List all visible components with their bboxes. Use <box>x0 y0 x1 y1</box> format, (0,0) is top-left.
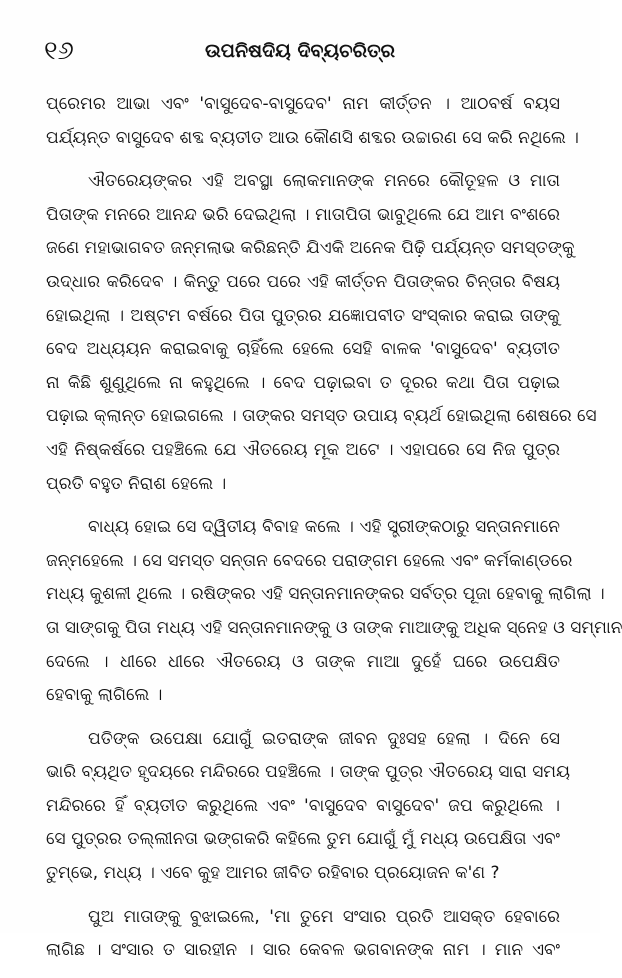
text-line: ପ୍ରେମର ଆଭା ଏବଂ 'ବାସୁଦେବ-ବାସୁଦେବ' ନାମ କୀର୍ତ୍ତନ । ଆଠବର୍ଷ ବୟସ <box>46 94 560 114</box>
paragraph <box>46 723 571 891</box>
text-line: ହେବାକୁ ଲାଗିଲେ । <box>46 685 163 706</box>
text-line: ମଧ୍ୟ କୁଶଳୀ ଥିଲେ । ରଷିଙ୍କର ଏହି ସନ୍ତାନମାନଙ୍କର ସର୍ବତ୍ର ପୂଜା ହେବାକୁ ଲାଗିଲା । <box>46 584 605 605</box>
text-line: ସେ ପୁତ୍ରର ତଲ୍ଲୀନତା ଭଙ୍ଗକରି କହିଲେ ତୁମ ଯୋଗୁଁ ମୁଁ ମଧ୍ୟ ଉପେକ୍ଷିତା ଏବଂ <box>46 829 560 850</box>
text-line: ଲାଗିଛ । ସଂସାର ତ ସାରହୀନ । ସାର କେବଳ ଭଗବାନଙ୍କ ନାମ । ମାନ ଏବଂ <box>46 940 560 961</box>
text-line: ଜନ୍ମହେଲେ । ସେ ସମସ୍ତ ସନ୍ତାନ ବେଦରେ ପରାଙ୍ଗମ ହେଲେ ଏବଂ କର୍ମକାଣ୍ଡରେ <box>46 550 573 571</box>
text-line: ବାଧ୍ୟ ହୋଇ ସେ ଦ୍ୱିତୀୟ ବିବାହ କଲେ । ଏହି ସ୍ତ୍ରୀଙ୍କଠାରୁ ସନ୍ତାନମାନେ <box>88 517 560 538</box>
text-line: ଉଦ୍ଧାର କରିଦେବ । କିନ୍ତୁ ପରେ ପରେ ଏହି କୀର୍ତ୍ତନ ପିତାଙ୍କର ଚିନ୍ତାର ବିଷୟ <box>46 271 560 292</box>
paragraph <box>46 88 579 155</box>
running-title: ଉପନିଷଦିୟ ଦିବ୍ୟଚରିତ୍ର <box>204 40 396 62</box>
text-line: ତା ସାଙ୍ଗକୁ ପିତା ମଧ୍ୟ ଏହି ସନ୍ତାନମାନଙ୍କୁ ଓ ତାଙ୍କ ମାଆଙ୍କୁ ଅଧିକ ସ୍ନେହ ଓ ସମ୍ମାନ <box>46 617 622 638</box>
text-line: ପୁଅ ମାତାଙ୍କୁ ବୁଝାଇଲେ, 'ମା ତୁମେ ସଂସାର ପ୍ରତି ଆସକ୍ତ ହେବାରେ <box>88 906 560 927</box>
paragraph <box>46 165 597 501</box>
text-line: ମନ୍ଦିରରେ ହିଁ ବ୍ୟତୀତ କରୁଥିଲେ ଏବଂ 'ବାସୁଦେବ ବାସୁଦେବ' ଜପ କରୁଥିଲେ । <box>46 795 560 816</box>
paragraph <box>46 511 622 713</box>
text-line: ତୁମ୍ଭେ, ମଧ୍ୟ । ଏବେ କୁହ ଆମର ଜୀବିତ ରହିବାର ପ୍ରୟୋଜନ କ'ଣ ? <box>46 863 500 884</box>
text-line: ପର୍ଯ୍ୟନ୍ତ ବାସୁଦେବ ଶବ୍ଦ ବ୍ୟତୀତ ଆଉ କୌଣସି ଶବ୍ଦର ଉଚ୍ଚାରଣ ସେ କରି ନଥିଲେ । <box>46 127 579 148</box>
text-line: ବେଦ ଅଧ୍ୟୟନ କରାଇବାକୁ ଚାହିଁଲେ ହେଲେ ସେହି ବାଳକ 'ବାସୁଦେବ' ବ୍ୟତୀତ <box>46 339 560 360</box>
paragraph <box>46 901 560 968</box>
text-line: ପତିଙ୍କ ଉପେକ୍ଷା ଯୋଗୁଁ ଇତରାଙ୍କ ଜୀବନ ଦୁଃସହ ହେଲା । ଦିନେ ସେ <box>88 728 560 749</box>
text-line: ଜଣେ ମହାଭାଗବତ ଜନ୍ମଲାଭ କରିଛନ୍ତି ଯିଏକି ଅନେକ ପିଢ଼ି ପର୍ଯ୍ୟନ୍ତ ସମସ୍ତଙ୍କୁ <box>46 238 575 259</box>
text-line: ଐତରେୟଙ୍କର ଏହି ଅବସ୍ଥା ଲୋକମାନଙ୍କ ମନରେ କୌତୂହଳ ଓ ମାତା <box>88 171 560 192</box>
text-line: ନା କିଛି ଶୁଣୁଥିଲେ ନା କହୁଥିଲେ । ବେଦ ପଢ଼ାଇବା ତ ଦୂରର କଥା ପିତା ପଢ଼ାଇ <box>46 372 560 393</box>
page-header <box>44 34 556 68</box>
text-line: ହୋଇଥିଲା । ଅଷ୍ଟମ ବର୍ଷରେ ପିତା ପୁତ୍ରର ଯଜ୍ଞୋପବୀତ ସଂସ୍କାର କରାଇ ତାଙ୍କୁ <box>46 305 560 326</box>
body-text <box>46 88 622 978</box>
page-number: ୧୬ <box>44 36 74 66</box>
text-line: ଭାରି ବ୍ୟଥିତ ହୃଦୟରେ ମନ୍ଦିରରେ ପହଞ୍ଚିଲେ । ତାଙ୍କ ପୁତ୍ର ଐତରେୟ ସାରା ସମୟ <box>46 762 571 783</box>
text-line: ଦେଲେ । ଧୀରେ ଧୀରେ ଐତରେୟ ଓ ତାଙ୍କ ମାଆ ଦୁହେଁ ଘରେ ଉପେକ୍ଷିତ <box>46 651 560 672</box>
text-line: ପ୍ରତି ବହୁତ ନିରାଶ ହେଲେ । <box>46 473 227 494</box>
text-line: ପିତାଙ୍କ ମନରେ ଆନନ୍ଦ ଭରି ଦେଇଥିଲା । ମାତାପିତା ଭାବୁଥିଲେ ଯେ ଆମ ବଂଶରେ <box>46 204 560 225</box>
text-line: ଏହି ନିଷ୍କର୍ଷରେ ପହଞ୍ଚିଲେ ଯେ ଐତରେୟ ମୂକ ଅଟେ । ଏହାପରେ ସେ ନିଜ ପୁତ୍ର <box>46 439 560 460</box>
text-line: ପଢ଼ାଇ କ୍ଲାନ୍ତ ହୋଇଗଲେ । ତାଙ୍କର ସମସ୍ତ ଉପାୟ ବ୍ୟର୍ଥ ହୋଇଥିଲା ଶେଷରେ ସେ <box>46 406 597 427</box>
